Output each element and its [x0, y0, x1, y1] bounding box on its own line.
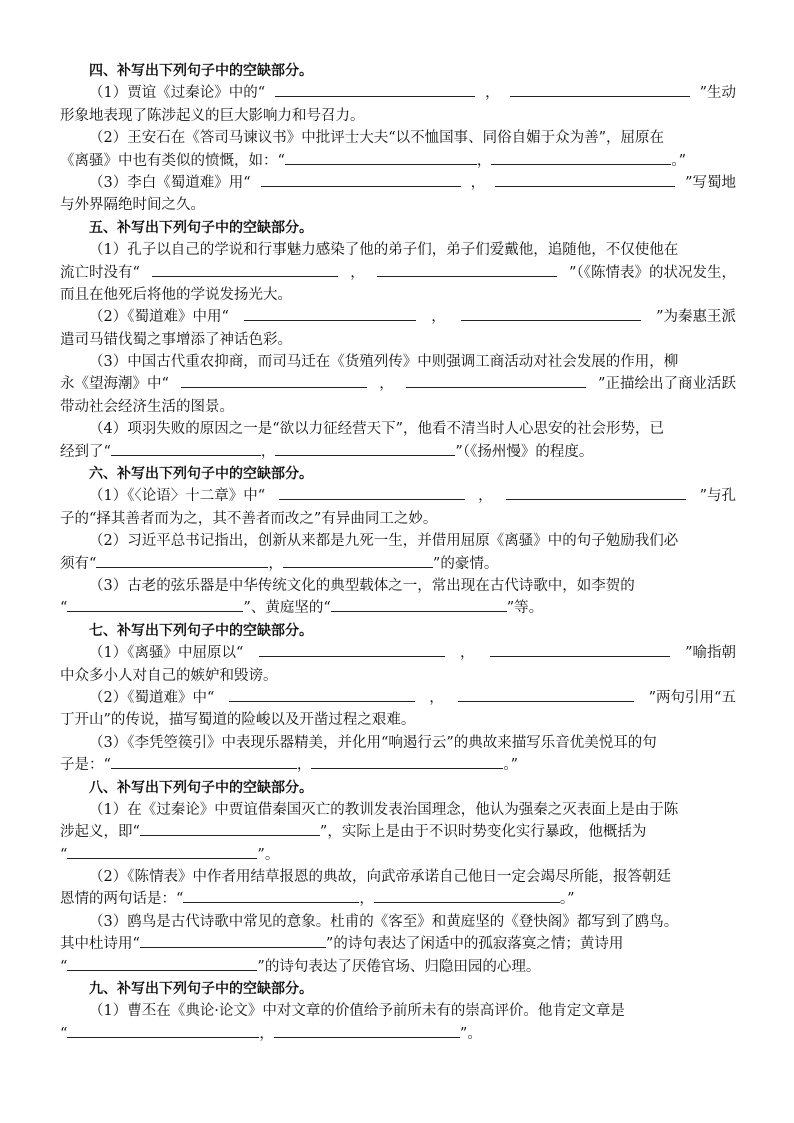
- question-line: [60, 194, 736, 216]
- question-text: ，: [296, 757, 312, 774]
- question-text: 。”: [503, 757, 519, 774]
- question-line: [60, 150, 736, 172]
- question-text: （3）鸥鸟是古代诗歌中常见的意象。杜甫的《客至》和黄庭坚的《登快阁》都写到了鸥鸟。: [89, 913, 679, 930]
- question-line: [60, 508, 736, 530]
- question: [60, 866, 736, 911]
- question: [60, 351, 736, 418]
- answer-blank[interactable]: [510, 83, 690, 97]
- section-heading: 九、补写出下列句子中的空缺部分。: [89, 981, 313, 998]
- answer-blank[interactable]: [67, 598, 243, 612]
- answer-blank[interactable]: [279, 486, 465, 500]
- question: [60, 485, 736, 530]
- answer-blank[interactable]: [96, 554, 268, 568]
- question-text: ，: [431, 309, 446, 326]
- question-text: （2）《蜀道难》中用“: [89, 309, 229, 326]
- question: [60, 687, 736, 732]
- answer-blank[interactable]: [275, 83, 475, 97]
- question-line: [60, 306, 736, 328]
- question-text: ，: [350, 264, 365, 281]
- question-text: ，: [259, 1025, 274, 1042]
- question-text: （3）古老的弦乐器是中华传统文化的典型载体之一，常出现在古代诗歌中，如李贺的: [89, 577, 635, 594]
- question-line: [60, 888, 736, 910]
- question-text: 带动社会经济生活的图景。: [60, 398, 234, 415]
- question-text: ”的诗句表达了厌倦官场、归隐田园的心理。: [257, 958, 541, 975]
- question-text: ，: [470, 174, 486, 191]
- question-line: [60, 575, 736, 597]
- question: [60, 1000, 736, 1045]
- question-text: “: [60, 958, 68, 975]
- question-text: ”的豪情。: [432, 555, 499, 572]
- question-line: [60, 284, 736, 306]
- answer-blank[interactable]: [152, 263, 338, 277]
- section-heading: 六、补写出下列句子中的空缺部分。: [89, 466, 313, 483]
- question-line: [60, 866, 736, 888]
- question: [60, 530, 736, 575]
- answer-blank[interactable]: [259, 643, 445, 657]
- answer-blank[interactable]: [491, 151, 671, 165]
- answer-blank[interactable]: [490, 643, 670, 657]
- question-text: （2）《陈情表》中作者用结草报恩的典故，向武帝承诺自己他日一定会竭尽所能，报答朝廷: [89, 869, 671, 886]
- answer-blank[interactable]: [140, 934, 326, 948]
- section-heading: 四、补写出下列句子中的空缺部分。: [89, 63, 313, 79]
- answer-blank[interactable]: [111, 755, 297, 769]
- answer-blank[interactable]: [311, 755, 503, 769]
- question-text: （2）《蜀道难》中“: [89, 689, 215, 706]
- question-line: [60, 1023, 736, 1045]
- question-line: [60, 485, 736, 507]
- answer-blank[interactable]: [275, 442, 455, 456]
- question-line: [60, 844, 736, 866]
- question-line: [60, 441, 736, 463]
- question-text: ，: [379, 376, 394, 393]
- question-line: [60, 553, 736, 575]
- answer-blank[interactable]: [140, 822, 320, 836]
- question-text: ，: [429, 689, 444, 706]
- question-text: ，: [459, 645, 475, 662]
- question-line: [60, 687, 736, 709]
- question-text: 《离骚》中也有类似的愤慨，如：“: [60, 152, 285, 169]
- question-line: [60, 642, 736, 664]
- answer-blank[interactable]: [374, 889, 560, 903]
- answer-blank[interactable]: [461, 307, 641, 321]
- question-text: ”喻指朝: [685, 645, 736, 662]
- answer-blank[interactable]: [285, 151, 477, 165]
- question-line: [60, 597, 736, 619]
- question-line: [60, 82, 736, 104]
- question-text: ”写蜀地: [685, 174, 736, 191]
- question: [60, 172, 736, 217]
- question-text: ”与孔: [699, 488, 736, 505]
- question: [60, 306, 736, 351]
- question-text: 永《望海潮》中“: [60, 376, 169, 393]
- question-text: ，: [260, 443, 276, 460]
- question-text: 遣司马错伐蜀之事增添了神话色彩。: [60, 331, 292, 348]
- question-text: ”。: [459, 1025, 482, 1042]
- question-line: [60, 754, 736, 776]
- question-line: [60, 172, 736, 194]
- question-text: ”等。: [506, 600, 544, 617]
- question-text: 形象地表现了陈涉起义的巨大影响力和号召力。: [60, 107, 365, 124]
- question-text: （3）中国古代重农抑商，而司马迁在《货殖列传》中则强调工商活动对社会发展的作用，柳: [89, 354, 679, 371]
- question-text: ”为秦惠王派: [656, 309, 736, 326]
- answer-blank[interactable]: [183, 889, 359, 903]
- question-text: “: [60, 1025, 68, 1042]
- answer-blank[interactable]: [181, 374, 367, 388]
- question-text: 恩情的两句话是：“: [60, 891, 184, 908]
- question: [60, 575, 736, 620]
- answer-blank[interactable]: [406, 374, 586, 388]
- question: [60, 911, 736, 978]
- question-text: 涉起义，即“: [60, 824, 140, 841]
- question-text: ”生动: [699, 85, 736, 102]
- answer-blank[interactable]: [495, 173, 675, 187]
- question-text: （3）李白《蜀道难》用“: [89, 174, 251, 191]
- question-text: “: [60, 600, 68, 617]
- question-text: ，: [268, 555, 283, 572]
- question-text: 经到了“: [60, 443, 111, 460]
- question-text: ”两句引用“五: [648, 689, 736, 706]
- question-text: 子的“择其善者而为之，其不善者而改之”有异曲同工之妙。: [60, 510, 438, 527]
- question-line: [60, 351, 736, 373]
- question-line: [60, 127, 736, 149]
- worksheet-page: [60, 60, 736, 1045]
- question-text: 。”: [559, 891, 575, 908]
- question-text: （1）曹丕在《典论·论文》中对文章的价值给予前所未有的崇高评价。他肯定文章是: [89, 1003, 625, 1020]
- section-heading: 八、补写出下列句子中的空缺部分。: [89, 779, 313, 796]
- question-text: 与外界隔绝时间之久。: [60, 197, 205, 214]
- question-line: [60, 933, 736, 955]
- section-heading: 五、补写出下列句子中的空缺部分。: [89, 219, 313, 236]
- answer-blank[interactable]: [111, 442, 261, 456]
- answer-blank[interactable]: [506, 486, 686, 500]
- question: [60, 732, 736, 777]
- question-line: [60, 799, 736, 821]
- question-text: 流亡时没有“: [60, 264, 140, 281]
- question-line: [60, 821, 736, 843]
- question-line: [60, 396, 736, 418]
- question-line: [60, 911, 736, 933]
- answer-blank[interactable]: [67, 845, 257, 859]
- question-text: ”，实际上是由于不识时势变化实行暴政，他概括为: [319, 824, 647, 841]
- question: [60, 127, 736, 172]
- question-text: 子是：“: [60, 757, 111, 774]
- question-text: （4）项羽失败的原因之一是“欲以力征经营天下”，他看不清当时人心思安的社会形势，已: [89, 421, 665, 438]
- question-text: ”正描绘出了商业活跃: [598, 376, 736, 393]
- question-line: [60, 373, 736, 395]
- question-text: （1）贾谊《过秦论》中的“: [89, 85, 266, 102]
- answer-blank[interactable]: [229, 688, 415, 702]
- question-line: [60, 956, 736, 978]
- question: [60, 418, 736, 463]
- question-text: ，: [476, 152, 492, 169]
- section-heading: 七、补写出下列句子中的空缺部分。: [89, 622, 313, 639]
- question: [60, 799, 736, 866]
- answer-blank[interactable]: [458, 688, 634, 702]
- question-line: [60, 105, 736, 127]
- answer-blank[interactable]: [67, 1024, 259, 1038]
- question-text: ，: [478, 488, 493, 505]
- question-text: ，: [485, 85, 500, 102]
- question-line: [60, 262, 736, 284]
- question-line: [60, 1000, 736, 1022]
- question-text: （3）《李凭箜篌引》中表现乐器精美，并化用“响遏行云”的典故来描写乐音优美悦耳的句: [89, 734, 657, 751]
- question: [60, 82, 736, 127]
- question: [60, 239, 736, 306]
- question-line: [60, 732, 736, 754]
- question-line: [60, 329, 736, 351]
- question-text: （1）《〈论语〉十二章》中“: [89, 488, 266, 505]
- question-line: [60, 239, 736, 261]
- question-text: ”（《陈情表》的状况发生，: [569, 264, 736, 281]
- answer-blank[interactable]: [261, 173, 461, 187]
- question-text: 。”: [671, 152, 687, 169]
- question-text: ”的诗句表达了闲适中的孤寂落寞之情；黄诗用: [325, 936, 624, 953]
- answer-blank[interactable]: [283, 554, 433, 568]
- question-text: （1）在《过秦论》中贾谊借秦国灭亡的教训发表治国理念，他认为强秦之灭表面上是由于陈: [89, 801, 679, 818]
- answer-blank[interactable]: [331, 598, 507, 612]
- question-line: [60, 709, 736, 731]
- question-text: “: [60, 846, 68, 863]
- question: [60, 642, 736, 687]
- question-line: [60, 418, 736, 440]
- question-text: （1）孔子以自己的学说和行事魅力感染了他的弟子们，弟子们爱戴他，追随他，不仅使他在: [89, 242, 679, 259]
- answer-blank[interactable]: [274, 1024, 460, 1038]
- question-text: ，: [359, 891, 374, 908]
- question-text: 丁开山”的传说，描写蜀道的险峻以及开凿过程之艰难。: [60, 712, 416, 729]
- question-text: 中众多小人对自己的嫉妒和毁谤。: [60, 667, 278, 684]
- question-text: （2）习近平总书记指出，创新从来都是九死一生，并借用屈原《离骚》中的句子勉励我们必: [89, 533, 679, 550]
- question-text: ”、黄庭坚的“: [243, 600, 331, 617]
- question-text: 而且在他死后将他的学说发扬光大。: [60, 286, 292, 303]
- question-line: [60, 665, 736, 687]
- question-text: 其中杜诗用“: [60, 936, 140, 953]
- question-text: （2）王安石在《答司马谏议书》中批评士大夫“以不恤国事、同俗自媚于众为善”，屈原在: [89, 130, 665, 147]
- answer-blank[interactable]: [244, 307, 416, 321]
- question-line: [60, 530, 736, 552]
- answer-blank[interactable]: [377, 263, 557, 277]
- question-text: （1）《离骚》中屈原以“: [89, 645, 244, 662]
- question-text: ”。: [257, 846, 280, 863]
- question-text: ”（《扬州慢》的程度。: [455, 443, 594, 460]
- answer-blank[interactable]: [67, 957, 257, 971]
- question-text: 须有“: [60, 555, 97, 572]
